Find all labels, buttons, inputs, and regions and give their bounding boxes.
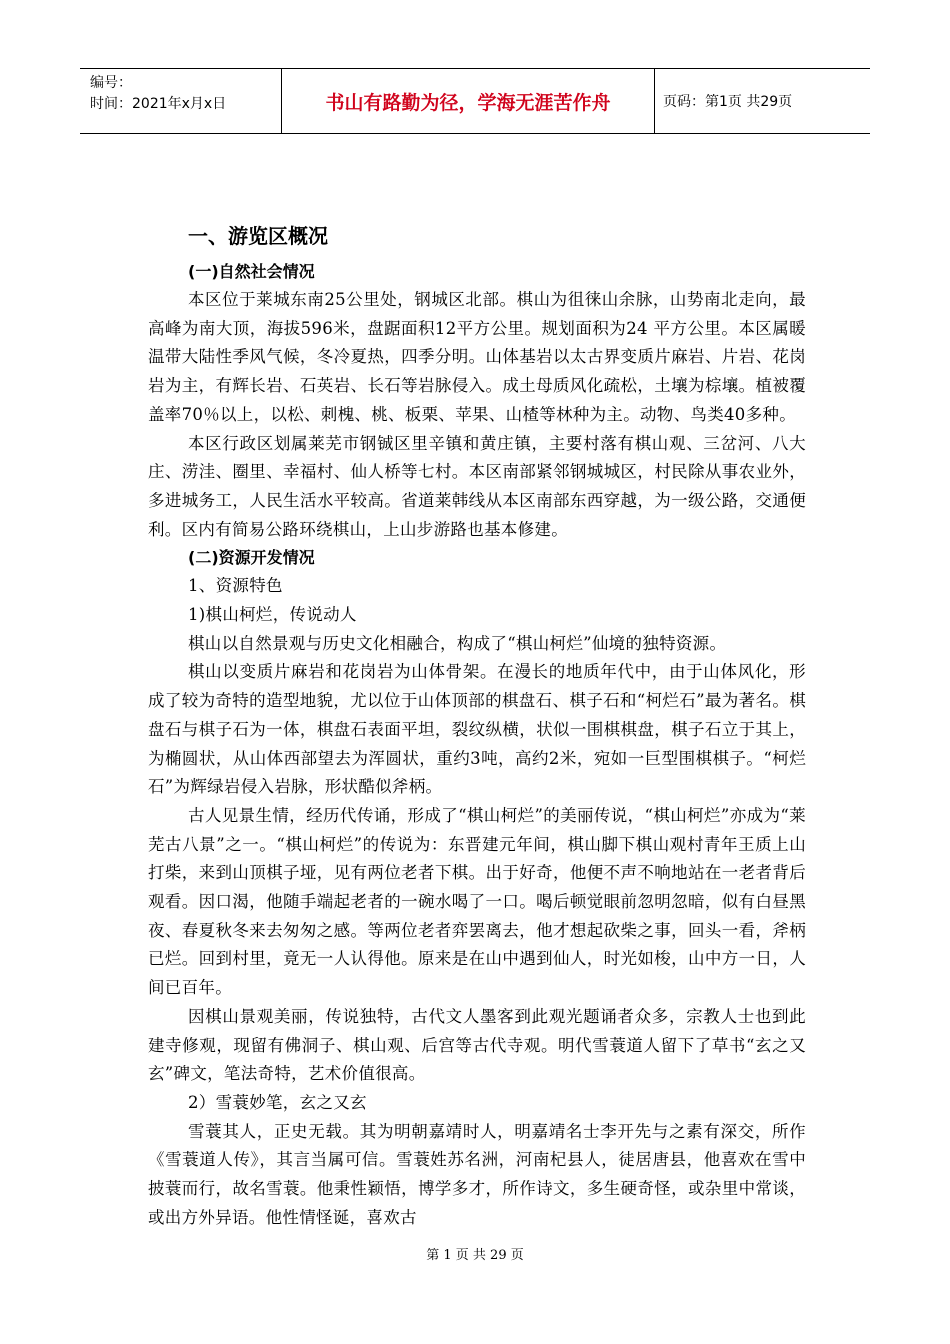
paragraph-xuesuo: 雪蓑其人，正史无载。其为明朝嘉靖时人，明嘉靖名士李开先与之素有深交，所作《雪蓑道人传》，其言当属可信。雪蓑姓苏名洲，河南杞县人，徒居唐县，他喜欢在雪中披蓑而行，故名雪蓑。他秉性颖悟，博学多才，所作诗文，多生硬奇怪，或杂里中常谈，或出方外异语。他性情怪诞，喜欢古 (148, 1121, 806, 1227)
paragraph-admin: 本区行政区划属莱芜市钢铖区里辛镇和黄庄镇，主要村落有棋山观、三岔河、八大庄、涝洼、圈里、幸福村、仙人桥等七村。本区南部紧邻钢城城区，村民除从事农业外，多进城务工，人民生活水平较高。省道莱韩线从本区南部东西穿越，为一级公路，交通便利。区内有简易公路环绕棋山，上山步游路也基本修建。 (148, 433, 806, 539)
paragraph-temples: 因棋山景观美丽，传说独特，古代文人墨客到此观光题诵者众多，宗教人士也到此建寺修观，现留有佛洞子、棋山观、后宫等古代寺观。明代雪蓑道人留下了草书“玄之又玄”碑文，笔法奇特，艺术价值很高。 (148, 1006, 806, 1084)
item-resource-features: 1、资源特色 (188, 576, 283, 596)
subsection-title-1: (一)自然社会情况 (188, 262, 315, 281)
subsection-title-2: (二)资源开发情况 (188, 548, 315, 568)
paragraph-natural: 本区位于莱城东南25公里处，钢城区北部。棋山为徂徕山余脉，山势南北走向，最高峰为南大顶，海拔596米，盘踞面积12平方公里。规划面积为24 平方公里。本区属暖温带大陆性季风气候，冬冷夏热，四季分明。山体基岩以太古界变质片麻岩、片岩、花岗岩为主，有辉长岩、石英岩、长石等岩脉侵入。成土母质风化疏松，土壤为棕壤。植被覆盖率70％以上，以松、刺槐、桃、板栗、苹果、山楂等林种为主。动物、鸟类40多种。 (148, 290, 806, 424)
header-meta-cell (80, 69, 282, 133)
section-title: 一、游览区概况 (188, 224, 328, 248)
item-xuesuo: 2）雪蓑妙笔，玄之又玄 (188, 1092, 367, 1112)
header-page-info: 页码：第1页 共29页 (663, 94, 793, 110)
header-table (80, 68, 870, 134)
paragraph-legend: 古人见景生情，经历代传诵，形成了“棋山柯烂”的美丽传说，“棋山柯烂”亦成为“莱芜古八景”之一。“棋山柯烂”的传说为：东晋建元年间，棋山脚下棋山观村青年王质上山打柴，来到山顶棋子垭，见有两位老者下棋。出于好奇，他便不声不响地站在一老者背后观看。因口渴，他随手端起老者的一碗水喝了一口。喝后顿觉眼前忽明忽暗，似有白昼黑夜、春夏秋冬来去匆匆之感。等两位老者弈罢离去，他才想起砍柴之事，回头一看，斧柄已烂。回到村里，竟无一人认得他。原来是在山中遇到仙人，时光如梭，山中方一日，人间已百年。 (148, 805, 806, 998)
item-qishan-kelan: 1)棋山柯烂，传说动人 (188, 605, 357, 625)
page-footer: 第 1 页 共 29 页 (426, 1248, 524, 1263)
document-time-label: 时间：2021年x月x日 (90, 96, 227, 112)
document-number-label: 编号： (90, 75, 132, 91)
paragraph-qishan-intro: 棋山以自然景观与历史文化相融合，构成了“棋山柯烂”仙境的独特资源。 (188, 633, 727, 653)
header-motto: 书山有路勤为径，学海无涯苦作舟 (282, 69, 655, 133)
document-body (148, 214, 806, 1233)
paragraph-geology: 棋山以变质片麻岩和花岗岩为山体骨架。在漫长的地质年代中，由于山体风化，形成了较为奇特的造型地貌，尤以位于山体顶部的棋盘石、棋子石和“柯烂石”最为著名。棋盘石与棋子石为一体，棋盘石表面平坦，裂纹纵横，状似一围棋棋盘，棋子石立于其上，为椭圆状，从山体西部望去为浑圆状，重约3吨，高约2米，宛如一巨型围棋棋子。“柯烂石”为辉绿岩侵入岩脉，形状酷似斧柄。 (148, 662, 806, 797)
